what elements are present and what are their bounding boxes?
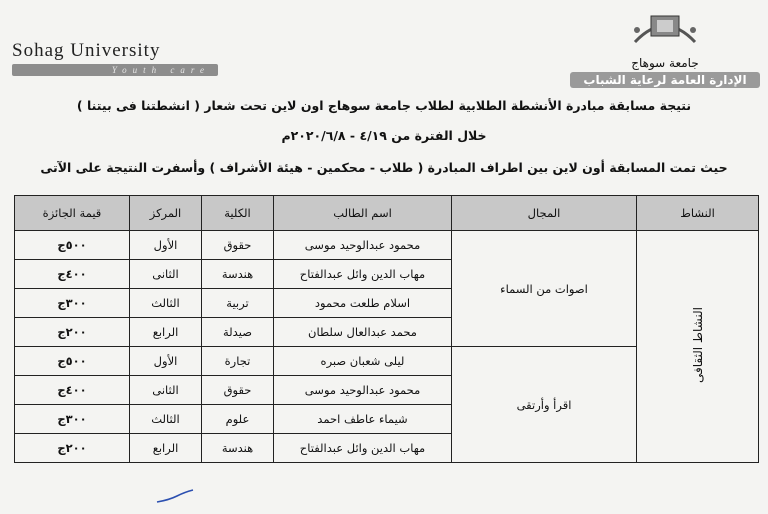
faculty-cell: هندسة: [202, 434, 274, 463]
competition-title: نتيجة مسابقة مبادرة الأنشطة الطلابية لطلاب جامعة سوهاج اون لاين تحت شعار ( انشطتنا فى بيتنا ): [76, 98, 692, 113]
faculty-cell: حقوق: [202, 376, 274, 405]
student-cell: شيماء عاطف احمد: [274, 405, 452, 434]
university-name: Sohag University: [12, 40, 161, 61]
competition-period: خلال الفترة من ٤/١٩ - ٢٠٢٠/٦/٨م: [281, 128, 487, 143]
rank-cell: الأول: [130, 231, 202, 260]
student-cell: محمد عبدالعال سلطان: [274, 318, 452, 347]
university-emblem-icon: [615, 10, 715, 50]
prize-cell: ٤٠٠ج: [15, 260, 130, 289]
header-field: المجال: [452, 196, 637, 231]
competition-description: حيث تمت المسابقة أون لاين بين اطراف المبادرة ( طلاب - محكمين - هيئة الأشراف ) وأسفرت النتيجة على الآتى: [40, 160, 728, 175]
faculty-cell: هندسة: [202, 260, 274, 289]
activity-label: النشاط الثقافى: [690, 307, 705, 383]
faculty-cell: حقوق: [202, 231, 274, 260]
student-cell: مهاب الدين وائل عبدالفتاح: [274, 260, 452, 289]
rank-cell: الثانى: [130, 260, 202, 289]
table-header-row: [15, 196, 759, 231]
activity-cell: [637, 231, 759, 463]
header-faculty: الكلية: [202, 196, 274, 231]
prize-cell: ٣٠٠ج: [15, 289, 130, 318]
faculty-cell: صيدلة: [202, 318, 274, 347]
youth-care-bar: Youth care: [12, 64, 218, 76]
table-row: [15, 231, 759, 260]
faculty-cell: تربية: [202, 289, 274, 318]
prize-cell: ٥٠٠ج: [15, 347, 130, 376]
student-cell: ليلى شعبان صبره: [274, 347, 452, 376]
youth-care-administration-logo: [570, 10, 760, 88]
sohag-university-arabic: جامعة سوهاج: [631, 56, 699, 70]
rank-cell: الرابع: [130, 434, 202, 463]
header-activity: النشاط: [637, 196, 759, 231]
rank-cell: الرابع: [130, 318, 202, 347]
rank-cell: الثانى: [130, 376, 202, 405]
rank-cell: الثالث: [130, 289, 202, 318]
rank-cell: الثالث: [130, 405, 202, 434]
pen-mark-icon: [155, 488, 195, 504]
student-cell: محمود عبدالوحيد موسى: [274, 376, 452, 405]
faculty-cell: تجارة: [202, 347, 274, 376]
sohag-university-logo: [12, 40, 218, 76]
student-cell: مهاب الدين وائل عبدالفتاح: [274, 434, 452, 463]
header-student: اسم الطالب: [274, 196, 452, 231]
student-cell: اسلام طلعت محمود: [274, 289, 452, 318]
prize-cell: ٢٠٠ج: [15, 318, 130, 347]
prize-cell: ٥٠٠ج: [15, 231, 130, 260]
header-prize: قيمة الجائزة: [15, 196, 130, 231]
faculty-cell: علوم: [202, 405, 274, 434]
student-cell: محمود عبدالوحيد موسى: [274, 231, 452, 260]
rank-cell: الأول: [130, 347, 202, 376]
header-rank: المركز: [130, 196, 202, 231]
field-cell: اصوات من السماء: [452, 231, 637, 347]
prize-cell: ٤٠٠ج: [15, 376, 130, 405]
youth-care-administration-arabic: الإدارة العامة لرعاية الشباب: [570, 72, 760, 88]
prize-cell: ٢٠٠ج: [15, 434, 130, 463]
results-table: [14, 195, 759, 463]
field-cell: اقرأ وأرتقى: [452, 347, 637, 463]
prize-cell: ٣٠٠ج: [15, 405, 130, 434]
